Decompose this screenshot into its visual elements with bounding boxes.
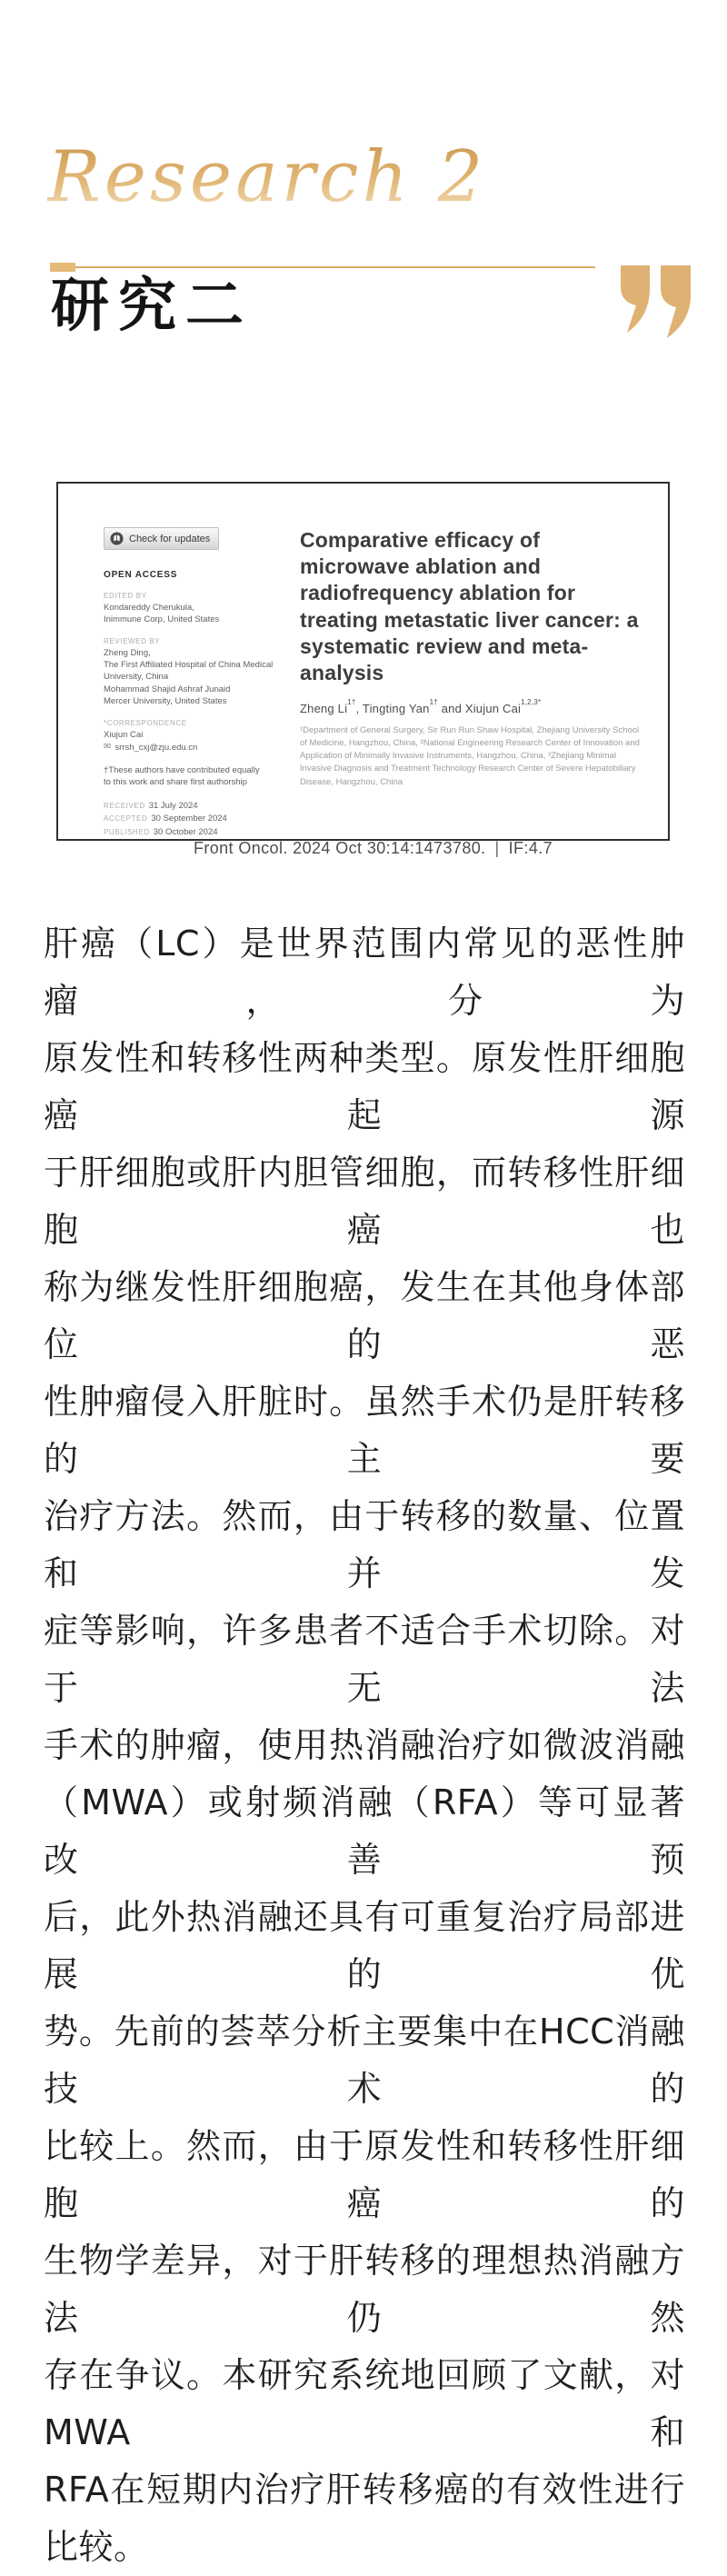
email-icon: ✉ [104, 742, 112, 753]
cn-paragraph-line: 生物学差异，对于肝转移的理想热消融方法仍然 [44, 2241, 685, 2338]
impact-factor: IF:4.7 [508, 838, 553, 857]
date-row [104, 800, 285, 813]
correspondence-block [104, 719, 285, 753]
script-title: Research 2 [47, 136, 487, 218]
author-affil-sup: 1,2,3* [521, 697, 542, 706]
cn-paragraph-line: 后，此外热消融还具有可重复治疗局部进展的优 [44, 1897, 685, 1994]
cn-paragraph-line: 治疗方法。然而，由于转移的数量、位置和并发 [44, 1496, 685, 1593]
cn-paragraph-line: 手术的肿瘤，使用热消融治疗如微波消融 [44, 1725, 685, 1765]
date-label: RECEIVED [104, 802, 145, 811]
affiliations: ¹Department of General Surgery, Sir Run Run Shaw Hospital, Zhejiang University School of Medicine, Hangzhou, China, ²National Engineering Research Center of Innovation and Application of Minimally Invasive Instruments, Hangzhou, China, ³Zhejiang Minimal Invasive Diagnosis and Treatment Technology Research Center of Severe Hepatobiliary Disease, Hangzhou, China [300, 724, 640, 787]
section-title-cn: 研究二 [51, 274, 253, 338]
closing-quote-icon [620, 265, 696, 340]
date-value: 31 July 2024 [148, 801, 198, 812]
cn-paragraph-line: 势。先前的荟萃分析主要集中在HCC消融技术的 [44, 2012, 685, 2109]
check-for-updates-badge[interactable] [104, 527, 219, 550]
divider-accent-block [50, 263, 75, 272]
author-name: and Xiujun Cai$^{1,2,3*}$ [437, 697, 542, 715]
date-value: 30 September 2024 [151, 814, 227, 824]
meta-line: Inimmune Corp, United States [104, 614, 220, 625]
meta-line: The First Affiliated Hospital of China Medical University, China [104, 660, 274, 683]
reviewed-by-lines [104, 647, 285, 707]
author-list [300, 697, 642, 715]
citation-text: Front Oncol. 2024 Oct 30:14:1473780. [193, 838, 486, 857]
author-name: , Tingting Yan$^{1\dagger}$ [355, 697, 438, 715]
meta-line: Kondareddy Cherukula, [104, 603, 194, 613]
article-title: Comparative efficacy of microwave ablation and radiofrequency ablation for treating metastatic liver cancer: a systematic review and meta-analysis [300, 528, 639, 685]
cn-paragraph-line: （MWA）或射频消融（RFA）等可显著改善预 [44, 1782, 685, 1880]
date-row [104, 813, 285, 825]
section-divider [50, 263, 595, 272]
article-main-column [300, 527, 642, 839]
date-label: PUBLISHED [104, 827, 150, 836]
edited-by-label: EDITED BY [104, 592, 147, 600]
edited-by-block [104, 592, 285, 625]
cn-paragraph-line: 肝癌（LC）是世界范围内常见的恶性肿瘤，分为 [44, 924, 685, 1021]
open-access-label: OPEN ACCESS [104, 570, 178, 580]
crossmark-icon [110, 532, 124, 545]
cn-paragraph-line: 于肝细胞或肝内胆管细胞，而转移性肝细胞癌也 [44, 1153, 685, 1250]
author-name: Zheng $Li^{1\dagger}$ [300, 697, 356, 715]
reviewed-by-block [104, 637, 285, 707]
cn-paragraph-line: 存在争议。本研究系统地回顾了文献，对MWA和 [44, 2355, 685, 2452]
cn-paragraph-line: 原发性和转移性两种类型。原发性肝细胞癌起源 [44, 1038, 685, 1135]
cn-paragraph [44, 915, 685, 2576]
badge-label: Check for updates [129, 533, 211, 544]
dates-block [104, 800, 285, 839]
cn-paragraph-line: 症等影响，许多患者不适合手术切除。对于无法 [44, 1611, 685, 1708]
meta-line: Zheng Ding, [104, 648, 151, 659]
edited-by-lines [104, 602, 285, 625]
cn-paragraph-line: RFA在短期内治疗肝转移癌的有效性进行比较。 [44, 2470, 685, 2567]
meta-line: Mohammad Shajid Ashraf Junaid [104, 684, 231, 694]
correspondence-label: *CORRESPONDENCE [104, 718, 187, 727]
article-meta-column [104, 527, 285, 839]
cn-paragraph-line: 比较上。然而，由于原发性和转移性肝细胞癌的 [44, 2126, 685, 2223]
reviewed-by-label: REVIEWED BY [104, 637, 161, 646]
author-affil-sup: 1† [347, 697, 356, 706]
author-affil-sup: 1† [429, 697, 438, 706]
equal-contribution-note: †These authors have contributed equally to this work and share first authorship [104, 764, 260, 787]
meta-line: Mercer University, United States [104, 695, 227, 706]
citation-line [104, 839, 642, 865]
correspondence-name: Xiujun Cai [104, 729, 144, 740]
email-link[interactable]: srrsh_cxj@zju.edu.cn [115, 742, 198, 753]
article-card [56, 482, 670, 857]
cn-paragraph-line: 性肿瘤侵入肝脏时。虽然手术仍是肝转移的主要 [44, 1382, 685, 1479]
date-value: 30 October 2024 [153, 826, 218, 837]
divider-line [75, 266, 595, 268]
citation-divider: | [494, 838, 500, 857]
date-label: ACCEPTED [104, 814, 148, 824]
cn-paragraph-line: 称为继发性肝细胞癌，发生在其他身体部位的恶 [44, 1267, 685, 1364]
date-row [104, 826, 285, 839]
